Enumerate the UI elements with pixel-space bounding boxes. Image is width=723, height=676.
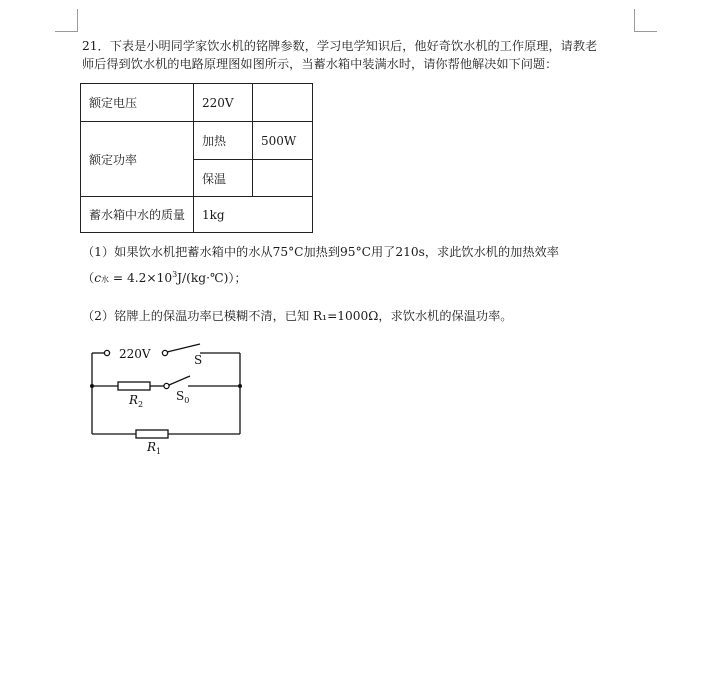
specific-heat-unit: J/(kg·℃) [177,271,229,285]
switch-s0-blade [169,376,190,385]
sub-question-2: （2）铭牌上的保温功率已模糊不清，已知 R₁=1000Ω，求饮水机的保温功率。 [82,309,513,323]
specific-heat-value: = 4.2×10 [109,271,173,285]
nameplate-table [80,83,313,233]
terminal-left-icon [104,350,109,355]
table-row [81,122,313,160]
switch-s-blade [167,344,200,352]
circuit-diagram [80,338,250,460]
switch-s0-pivot-icon [164,383,169,388]
table-row [81,197,313,233]
r1-label: $R_1$ [147,440,162,456]
rated-voltage-label: 额定电压 [81,84,194,122]
paren-close: ）； [228,271,247,285]
switch-s-pivot-icon [162,350,167,355]
paren-open: （ [82,271,95,285]
r2-label: $R_2$ [129,393,144,409]
question-intro-line-1: 21．下表是小明同学家饮水机的铭牌参数，学习电学知识后，他好奇饮水机的工作原理，请教老 [82,39,598,53]
switch-s0-label: $S_0$ [176,389,190,405]
keep-warm-power-value [253,160,313,197]
rated-power-label: 额定功率 [81,122,194,197]
junction-left-icon [90,384,94,388]
table-row [81,84,313,122]
rated-voltage-value: 220V [194,84,253,122]
specific-heat-exponent: 3 [172,269,178,279]
page-corner-mark-top-left [55,9,78,32]
voltage-label: 220V [119,347,151,361]
heating-label: 加热 [194,122,253,160]
specific-heat-symbol: c [94,271,102,285]
sub-question-1-line-1: （1）如果饮水机把蓄水箱中的水从75°C加热到95°C用了210s，求此饮水机的加热效率 [82,245,559,259]
question-intro-line-2: 师后得到饮水机的电路原理图如图所示，当蓄水箱中装满水时，请你帮他解决如下问题： [82,57,558,71]
sub-question-1-line-2 [82,269,247,289]
switch-s-label: S [194,353,203,367]
empty-cell [253,84,313,122]
water-mass-value: 1kg [194,197,313,233]
page-corner-mark-top-right [634,9,657,32]
water-mass-label: 蓄水箱中水的质量 [81,197,194,233]
resistor-r1 [136,430,168,438]
specific-heat-subscript: 水 [101,275,110,284]
junction-right-icon [238,384,242,388]
heating-power-value: 500W [253,122,313,160]
keep-warm-label: 保温 [194,160,253,197]
resistor-r2 [118,382,150,390]
